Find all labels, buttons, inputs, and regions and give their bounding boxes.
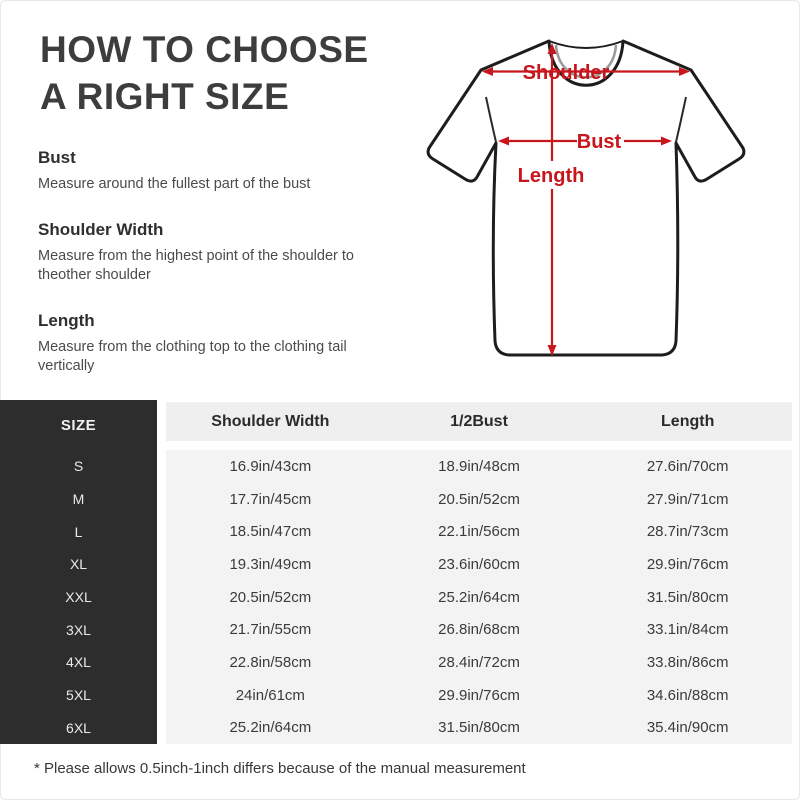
table-row [166, 613, 792, 646]
table-cell: 18.9in/48cm [438, 457, 520, 475]
size-label: 3XL [66, 621, 91, 638]
header-shoulder-width: Shoulder Width [211, 412, 330, 430]
table-cell: 20.5in/52cm [229, 588, 312, 606]
collar-back-line [549, 41, 623, 48]
table-cell: 20.5in/52cm [438, 490, 520, 508]
table-row [166, 679, 792, 712]
instruction-bust-text: Measure around the fullest part of the bust [38, 176, 311, 192]
size-label: XXL [65, 589, 92, 606]
table-cell: 19.3in/49cm [229, 555, 312, 573]
instruction-length-text: Measure from the clothing top to the clothing tail vertically [38, 339, 347, 374]
size-label: M [72, 491, 85, 507]
table-cell: 35.4in/90cm [646, 719, 729, 737]
table-cell: 25.2in/64cm [438, 588, 520, 606]
table-cell: 29.9in/76cm [438, 686, 520, 704]
header-half-bust: 1/2Bust [450, 412, 508, 430]
table-cell: 29.9in/76cm [646, 555, 729, 573]
size-label: S [73, 458, 84, 475]
size-table-body [166, 450, 792, 744]
tshirt-diagram [408, 16, 798, 384]
table-cell: 22.1in/56cm [438, 523, 520, 541]
table-row [166, 581, 792, 614]
instruction-bust [38, 148, 418, 194]
table-cell: 23.6in/60cm [438, 555, 520, 573]
tshirt-outline [428, 41, 744, 355]
instruction-bust-heading: Bust [38, 148, 76, 167]
table-cell: 28.4in/72cm [438, 653, 520, 671]
instruction-length-heading: Length [38, 311, 95, 330]
instruction-shoulder-width [38, 220, 418, 285]
table-cell: 31.5in/80cm [438, 719, 520, 737]
footnote: * Please allows 0.5inch-1inch differs because of the manual measurement [34, 760, 526, 777]
diagram-bust-label: Bust [576, 131, 622, 153]
table-row [166, 450, 792, 483]
table-cell: 27.6in/70cm [646, 457, 729, 475]
size-table-header-row [166, 402, 792, 441]
instruction-length [38, 311, 418, 376]
size-label: L [74, 523, 83, 540]
table-cell: 26.8in/68cm [438, 621, 520, 639]
diagram-shoulder-label: Shoulder [522, 62, 610, 84]
size-column-header: SIZE [60, 416, 97, 434]
table-cell: 28.7in/73cm [646, 523, 729, 541]
instruction-shoulder-heading: Shoulder Width [38, 220, 164, 239]
table-cell: 31.5in/80cm [646, 588, 729, 606]
table-cell: 17.7in/45cm [229, 490, 312, 508]
table-cell: 27.9in/71cm [646, 490, 729, 508]
page-title-line2: A RIGHT SIZE [40, 76, 290, 117]
size-table-size-column [0, 400, 157, 744]
size-label: 5XL [66, 687, 91, 704]
table-row [166, 711, 792, 744]
table-row [166, 515, 792, 548]
measure-instructions [38, 148, 418, 402]
table-row [166, 646, 792, 679]
table-cell: 25.2in/64cm [229, 719, 312, 737]
table-cell: 33.8in/86cm [646, 653, 729, 671]
table-cell: 22.8in/58cm [229, 653, 312, 671]
table-cell: 33.1in/84cm [646, 621, 729, 639]
table-row [166, 483, 792, 516]
page-title-line1: HOW TO CHOOSE [40, 29, 369, 70]
table-cell: 34.6in/88cm [646, 686, 729, 704]
size-label: XL [69, 556, 88, 573]
size-label: 4XL [66, 654, 91, 671]
header-length: Length [661, 412, 715, 430]
instruction-shoulder-text: Measure from the highest point of the shoulder to theother shoulder [38, 248, 354, 283]
table-cell: 18.5in/47cm [229, 523, 312, 541]
size-label: 6XL [66, 719, 91, 736]
diagram-length-label: Length [517, 165, 585, 187]
table-row [166, 548, 792, 581]
table-cell: 24in/61cm [235, 686, 305, 704]
table-cell: 21.7in/55cm [229, 621, 312, 639]
page-title [40, 26, 369, 120]
table-cell: 16.9in/43cm [229, 457, 312, 475]
